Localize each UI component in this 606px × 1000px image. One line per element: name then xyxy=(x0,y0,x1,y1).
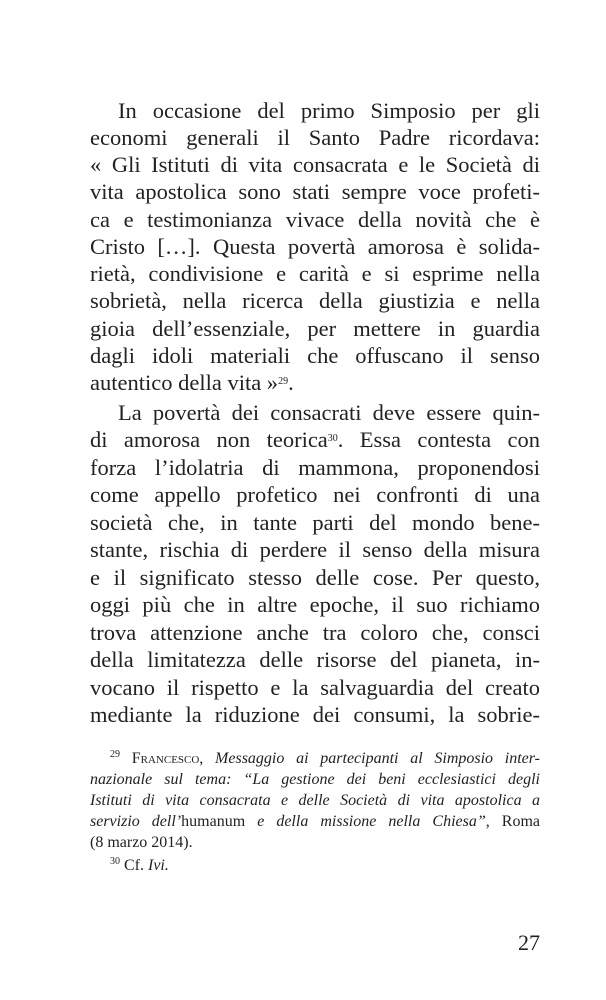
text-line: economi generali il Santo Padre ricordava: xyxy=(90,125,540,150)
footnote-line: (8 marzo 2014). xyxy=(90,834,193,851)
footnote-number: 29 xyxy=(110,749,120,760)
text: . Essa contesta con xyxy=(337,427,540,452)
footnote-30 xyxy=(110,855,540,876)
footnote-ref[interactable]: 30 xyxy=(327,433,338,444)
text-line: « Gli Istituti di vita consacrata e le Società di xyxy=(90,152,540,177)
text-line: mediante la riduzione dei consumi, la sobrie- xyxy=(90,702,540,727)
footnote-text: servizio dell’ xyxy=(90,813,182,830)
text-line: Cristo […]. Questa povertà amorosa è solida- xyxy=(90,234,540,259)
text-line: come appello profetico nei confronti di una xyxy=(90,482,540,507)
text-line: vita apostolica sono stati sempre voce profeti- xyxy=(90,179,540,204)
text: autentico della vita » xyxy=(90,370,279,395)
text-line: rietà, condivisione e carità e si esprime nella xyxy=(90,261,540,286)
footnote-line xyxy=(90,811,540,832)
footnote-text: Cf. xyxy=(124,857,144,874)
text-line: forza l’idolatria di mammona, proponendosi xyxy=(90,455,540,480)
footnote-line xyxy=(90,769,540,790)
footnote-29 xyxy=(110,748,540,769)
footnote-ref[interactable]: 29 xyxy=(278,376,289,387)
text: . xyxy=(288,370,294,395)
footnote-text: nazionale sul tema: “La gestione dei beni ecclesiastici degli xyxy=(90,771,540,788)
text-line xyxy=(90,369,540,396)
text-line: dagli idoli materiali che offuscano il senso xyxy=(90,343,540,368)
footnote-author: Francesco, xyxy=(131,750,204,767)
text: di amorosa non teorica xyxy=(90,427,328,452)
footnote-text: , Roma xyxy=(485,813,541,830)
text-line: della limitatezza delle risorse del pianeta, in- xyxy=(90,647,540,672)
text-line: ca e testimonianza vivace della novità che è xyxy=(90,207,540,232)
text-line xyxy=(90,426,540,453)
text-line: trova attenzione anche tra coloro che, consci xyxy=(90,620,540,645)
footnote-line xyxy=(90,790,540,811)
text-line: sobrietà, nella ricerca della giustizia e nella xyxy=(90,288,540,313)
text-line: vocano il rispetto e la salvaguardia del creato xyxy=(90,675,540,700)
footnote-text: Istituti di vita consacrata e delle Società di vita apostolica a xyxy=(90,792,540,809)
footnote-text: humanum xyxy=(181,813,246,830)
footnote-text: e della missione nella Chiesa” xyxy=(257,813,486,830)
footnote-number: 30 xyxy=(110,856,120,867)
page-number: 27 xyxy=(518,930,540,955)
text-line: stante, rischia di perdere il senso della misura xyxy=(90,537,540,562)
text-line: e il significato stesso delle cose. Per questo, xyxy=(90,565,540,590)
text-line: società che, in tante parti del mondo bene- xyxy=(90,510,540,535)
footnote-text: Ivi. xyxy=(148,857,169,874)
footnote-text: Messaggio ai partecipanti al Simposio inter- xyxy=(215,750,541,767)
text-line: oggi più che in altre epoche, il suo richiamo xyxy=(90,592,540,617)
text-line: In occasione del primo Simposio per gli xyxy=(118,98,540,123)
text-line: La povertà dei consacrati deve essere quin- xyxy=(118,400,540,425)
text-line: gioia dell’essenziale, per mettere in guardia xyxy=(90,316,540,341)
